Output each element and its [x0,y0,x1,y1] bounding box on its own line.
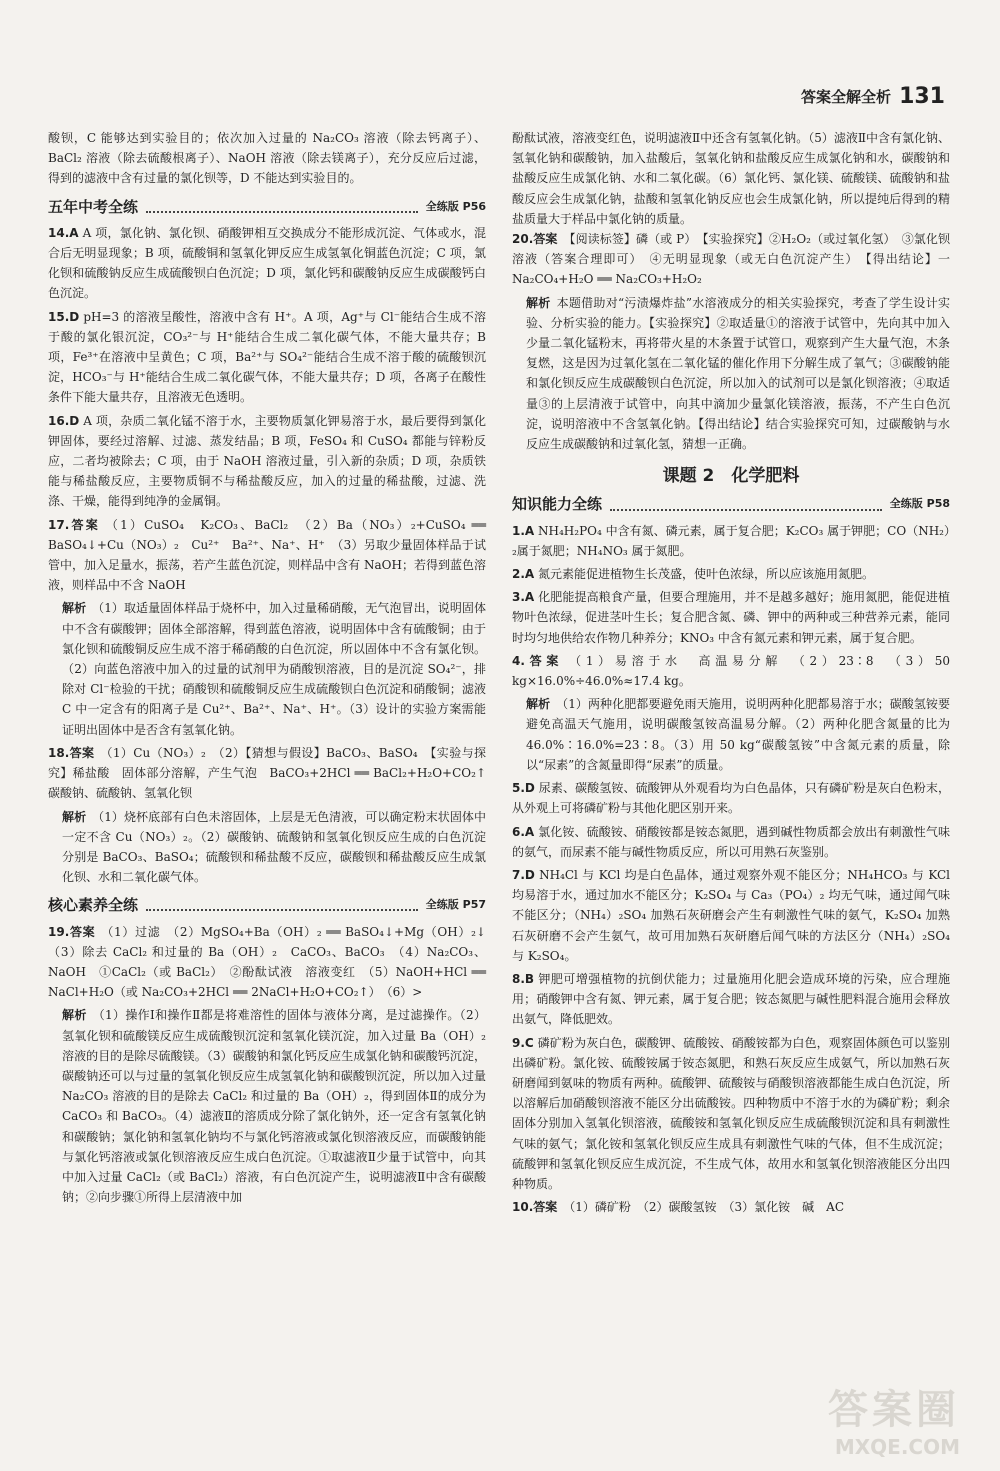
answer-number: 20. [512,232,534,247]
explanation-17 [48,598,486,739]
answer-label: 答案 [69,517,100,532]
answer-text: （1）磷矿粉 （2）碳酸氢铵 （3）氯化铵 碱 AC [563,1200,845,1215]
answer-label: 答案 [69,745,95,760]
answer-number: 3.A [512,590,535,605]
watermark-text: 答案圈 [828,1387,960,1433]
dotted-leader [146,899,418,911]
answer-7 [512,865,950,966]
continued-explanation-19: 酚酞试液，溶液变红色，说明滤液Ⅱ中还含有氢氧化钠。（5）滤液Ⅱ中含有氯化钠、氢氧化钠和碳酸钠，加入盐酸后，氢氧化钠和盐酸反应生成氯化钠和水，碳酸钠和盐酸反应生成氯化钠、水和二氧化碳。（6）氯化钙、氯化镁、硫酸镁、硫酸钠和盐酸反应会生成氯化钠，盐酸和氢氧化钠反应也会生成氯化钠，所以提纯后得到的精盐质量大于样品中氯化钠的质量。 [512,131,950,226]
answer-text: 磷矿粉为灰白色，碳酸钾、硫酸铵、硝酸铵都为白色，观察固体颜色可以鉴别出磷矿粉。氯化铵、硫酸铵属于铵态氮肥，和熟石灰反应生成氨气，所以加熟石灰研磨闻到氨味的物质有两种。硫酸钾、硫酸铵与硝酸钡溶液都能生成白色沉淀，所以溶解后加硝酸钡溶液不能区分出硫酸铵。四种物质中不溶于水的为磷矿粉；剩余固体分别加入氢氧化钡溶液，硫酸铵和氢氧化钡反应生成硫酸钡沉淀和具有刺激性气味的氨气；氯化铵和氢氧化钡反应生成具有刺激性气味的气体，但不生成沉淀；硫酸钾和氢氧化钡反应生成沉淀，不生成气体，故用水和氢氧化钡溶液能区分出四种物质。 [512,1035,950,1191]
answer-19 [48,922,499,1003]
answer-number: 5.D [512,781,535,796]
page-number: 131 [899,84,945,109]
answer-4 [512,651,950,691]
header-title: 答案全解全析 [801,88,892,106]
answer-label: 答案 [524,653,564,668]
answer-3 [512,587,950,648]
section-header-core-literacy [48,895,486,915]
answer-text: 化肥能提高粮食产量，但要合理施用，并不是越多越好；施用氮肥，能促进植物叶色浓绿，促进茎叶生长；复合肥含氮、磷、钾中的两种或三种营养元素，能同时均匀地供给农作物几种养分；KNO₃ 中含有氮元素和钾元素，属于复合肥。 [512,590,950,645]
answer-2 [512,564,950,584]
answer-label: 答案 [69,924,96,939]
dotted-leader [610,499,882,511]
answer-text: NH₄Cl 与 KCl 均是白色晶体，通过观察外观不能区分；NH₄HCO₃ 与 KCl 均易溶于水，通过加水不能区分；K₂SO₄ 与 Ca₃（PO₄）₂ 均无气味，通过闻气味不能区分；（NH₄）₂SO₄ 加熟石灰研磨会产生有刺激性气味的氨气，K₂SO₄ 加熟石灰研磨不会产生氨气，故可用加熟石灰研磨后闻气味的方法区分（NH₄）₂SO₄ 与 K₂SO₄。 [512,867,950,963]
explanation-20 [512,293,950,455]
left-column [48,128,499,1210]
dotted-leader [146,201,418,213]
section-page-ref: 全练版 P57 [425,898,486,912]
answer-text: 氯化铵、硫酸铵、硝酸铵都是铵态氮肥，遇到碱性物质都会放出有刺激性气味的氨气，而尿素不能与碱性物质反应，所以可用熟石灰鉴别。 [512,824,950,859]
answer-number: 9.C [512,1035,534,1050]
section-title: 五年中考全练 [48,197,139,216]
explanation-label: 解析 [526,295,551,310]
watermark-url: MXQE.COM [834,1435,960,1459]
answer-text: 【阅读标签】磷（或 P） 【实验探究】②H₂O₂（或过氧化氢） ③氯化钡溶液（答案合理即可） ④无明显现象（或无白色沉淀产生） 【得出结论】一 Na₂CO₄+H₂O ══ Na₂CO₃+H₂O₂ [512,232,963,287]
explanation-4 [512,694,950,775]
explanation-19 [48,1005,486,1207]
answer-label: 答案 [533,1200,558,1215]
answer-number: 4. [512,653,525,668]
watermark-logo [828,1378,960,1459]
answer-label: 答案 [533,232,558,247]
explanation-text: （1）操作Ⅰ和操作Ⅱ都是将难溶性的固体与液体分离，是过滤操作。（2）氢氧化钡和硫酸镁反应生成硫酸钡沉淀和氢氧化镁沉淀，加入过量 Ba（OH）₂溶液的目的是除尽硫酸镁。（3）碳酸钠和氯化钙反应生成氯化钠和碳酸钙沉淀，碳酸钠还可以与过量的氢氧化钡反应生成氢氧化钠和碳酸钡沉淀，所以加入过量 Na₂CO₃ 溶液的目的是除去 CaCl₂ 和过量的 Ba（OH）₂，得到固体Ⅱ的成分为 CaCO₃ 和 BaCO₃。（4）滤液Ⅱ的溶质成分除了氯化钠外，还一定含有氢氧化钠和碳酸钠；氯化钠和氢氧化钠均不与氯化钙溶液或氯化钡溶液反应，而碳酸钠能与氯化钙溶液或氯化钡溶液反应生成白色沉淀。①取滤液Ⅱ少量于试管中，向其中加入过量 CaCl₂（或 BaCl₂）溶液，有白色沉淀产生，说明滤液Ⅱ中含有碳酸钠；②向步骤①所得上层清液中加 [62,1008,486,1205]
section-title: 知识能力全练 [512,495,603,514]
answer-14 [48,223,486,304]
answer-number: 10. [512,1200,534,1215]
explanation-text: （1）烧杯底部有白色未溶固体，上层是无色清液，可以确定粉末状固体中一定不含 Cu（NO₃）₂。（2）碳酸钠、硫酸钠和氢氧化钡反应生成的白色沉淀分别是 BaCO₃、BaSO₄；硫酸钡和稀盐酸不反应，碳酸钡和稀盐酸反应生成氯化钡、水和二氧化碳气体。 [62,809,486,885]
answer-text: 氮元素能促进植物生长茂盛，使叶色浓绿，所以应该施用氮肥。 [538,567,875,582]
answer-17 [48,515,486,596]
answer-16 [48,411,486,512]
answer-text: （1）过滤 （2）MgSO₄+Ba（OH）₂ ══ BaSO₄↓+Mg（OH）₂↓ （3）除去 CaCl₂ 和过量的 Ba（OH）₂ CaCO₃、BaCO₃ （4）Na₂CO₃、NaOH ①CaCl₂（或 BaCl₂） ②酚酞试液 溶液变红 （5）NaOH+HCl ══ NaCl+H₂O（或 Na₂CO₃+2HCl ══ 2NaCl+H₂O+CO₂↑） （6）> [48,924,499,1000]
explanation-text: （1）两种化肥都要避免雨天施用，说明两种化肥都易溶于水；碳酸氢铵要避免高温天气施用，说明碳酸氢铵高温易分解。（2）两种化肥含氮量的比为 46.0%∶16.0%=23∶8。（3）用 50 kg“碳酸氢铵”中含氮元素的质量，除以“尿素”的含氮量即得“尿素”的质量。 [526,697,950,772]
section-page-ref: 全练版 P56 [425,199,486,213]
answer-text: （1）易溶于水 高温易分解 （2）23∶8 （3）50 kg×16.0%÷46.0%≈17.4 kg。 [512,653,950,689]
answer-number: 14.A [48,225,79,240]
answer-5 [512,778,950,818]
answer-number: 18. [48,745,70,760]
answer-number: 1.A [512,523,535,538]
section-header-five-year [48,197,486,217]
answer-1 [512,521,950,561]
answer-18 [48,743,499,804]
topic-heading: 课题 2 化学肥料 [662,466,800,487]
section-page-ref: 全练版 P58 [889,497,950,511]
section-header-knowledge [512,494,950,514]
answer-number: 15.D [48,309,80,324]
answer-text: A 项，杂质二氧化锰不溶于水，主要物质氯化钾易溶于水，最后要得到氯化钾固体，要经过溶解、过滤、蒸发结晶；B 项，FeSO₄ 和 CuSO₄ 都能与锌粉反应，二者均被除去；C 项，由于 NaOH 溶液过量，引入新的杂质；D 项，杂质铁能与稀盐酸反应，主要物质铜不与稀盐酸反应，加入的过量的稀盐酸，过滤、洗涤、干燥，能得到纯净的金属铜。 [48,413,486,509]
answer-text: （1）Cu（NO₃）₂ （2）【猜想与假设】BaCO₃、BaSO₄ 【实验与探究】稀盐酸 固体部分溶解，产生气泡 BaCO₃+2HCl ══ BaCl₂+H₂O+CO₂↑ 碳酸钠、硫酸钠、氢氧化钡 [48,745,499,801]
explanation-text: （1）取适量固体样品于烧杯中，加入过量稀硝酸，无气泡冒出，说明固体中不含有碳酸钾；固体全部溶解，得到蓝色溶液，说明固体中含有硫酸铜；由于氯化钡和硫酸铜反应生成不溶于稀硝酸的白色沉淀，所以固体中不含有氯化钡。（2）向蓝色溶液中加入的过量的试剂甲为硝酸钡溶液，目的是沉淀 SO₄²⁻，排除对 Cl⁻检验的干扰；硝酸钡和硫酸铜反应生成硫酸钡白色沉淀和硝酸铜；滤液 C 中一定含有的阳离子是 Cu²⁺、Ba²⁺、Na⁺、H⁺。（3）设计的实验方案需能证明出固体中是否含有氢氧化钠。 [62,601,486,737]
answer-text: pH=3 的溶液呈酸性，溶液中含有 H⁺。A 项，Ag⁺与 Cl⁻能结合生成不溶于酸的氯化银沉淀，CO₃²⁻与 H⁺能结合生成二氧化碳气体，不能大量共存；B 项，Fe³⁺在溶液中呈黄色；C 项，Ba²⁺与 SO₄²⁻能结合生成不溶于酸的硫酸钡沉淀，HCO₃⁻与 H⁺能结合生成二氧化碳气体，不能大量共存；D 项，各离子在酸性条件下能大量共存，且溶液无色透明。 [48,309,486,405]
answer-text: NH₄H₂PO₄ 中含有氮、磷元素，属于复合肥；K₂CO₃ 属于钾肥；CO（NH₂）₂属于氮肥；NH₄NO₃ 属于氮肥。 [512,523,950,558]
answer-number: 6.A [512,824,535,839]
answer-text: 尿素、碳酸氢铵、硫酸钾从外观看均为白色晶体，只有磷矿粉是灰白色粉末，从外观上可将磷矿粉与其他化肥区别开来。 [512,781,950,816]
answer-number: 8.B [512,971,535,986]
explanation-text: 本题借助对“污渍爆炸盐”水溶液成分的相关实验探究，考查了学生设计实验、分析实验的能力。【实验探究】②取适量①的溶液于试管中，先向其中加入少量二氧化锰粉末，再将带火星的木条置于试管口，观察到产生大量气泡，木条复燃，这是因为过氧化氢在二氧化锰的催化作用下分解生成了氧气；③碳酸钠能和氯化钡反应生成碳酸钡白色沉淀，所以加入的试剂可以是氯化钡溶液；④取适量③的上层清液于试管中，向其中滴加少量氯化镁溶液，振荡，不产生白色沉淀，说明溶液中不含氢氧化钠。【得出结论】结合实验探究可知，过碳酸钠与水反应生成碳酸钠和过氧化氢，猜想一正确。 [526,295,950,452]
answer-8 [512,969,950,1030]
answer-text: A 项，氯化钠、氯化钡、硝酸钾相互交换成分不能形成沉淀、气体或水，混合后无明显现象；B 项，硫酸铜和氢氧化钾反应生成氢氧化铜蓝色沉淀；C 项，氯化钡和硫酸钠反应生成硫酸钡白色沉淀；D 项，氯化钙和碳酸钠反应生成碳酸钙白色沉淀。 [48,225,486,301]
explanation-label: 解析 [62,809,87,824]
explanation-label: 解析 [62,601,87,616]
explanation-label: 解析 [526,697,551,712]
answer-6 [512,822,950,862]
answer-text: 钾肥可增强植物的抗倒伏能力；过量施用化肥会造成环境的污染，应合理施用；硝酸钾中含有氮、钾元素，属于复合肥；铵态氮肥与碱性肥料混合施用会释放出氨气，降低肥效。 [512,971,950,1027]
answer-number: 7.D [512,867,535,882]
answer-9 [512,1033,950,1195]
explanation-label: 解析 [62,1008,87,1023]
answer-20 [512,229,963,290]
right-column [512,128,963,1220]
answer-number: 16.D [48,413,80,428]
answer-number: 19. [48,924,70,939]
explanation-18 [48,807,486,888]
page-header [801,84,945,109]
answer-number: 2.A [512,567,535,582]
answer-10 [512,1197,950,1217]
answer-15 [48,307,486,408]
answer-text: （1）CuSO₄ K₂CO₃、BaCl₂ （2）Ba（NO₃）₂+CuSO₄ ══ BaSO₄↓+Cu（NO₃）₂ Cu²⁺ Ba²⁺、Na⁺、H⁺ （3）另取少量固体样品于试管中，加入足量水，振荡，若产生蓝色沉淀，则样品中含有 NaOH；若得到蓝色溶液，则样品中不含 NaOH [48,517,486,593]
section-title: 核心素养全练 [48,896,139,915]
intro-paragraph: 酸钡，C 能够达到实验目的；依次加入过量的 Na₂CO₃ 溶液（除去钙离子）、BaCl₂ 溶液（除去硫酸根离子）、NaOH 溶液（除去镁离子），充分反应后过滤，得到的滤液中含有过量的氯化钡等，D 不能达到实验目的。 [48,131,486,186]
answer-number: 17. [48,517,70,532]
